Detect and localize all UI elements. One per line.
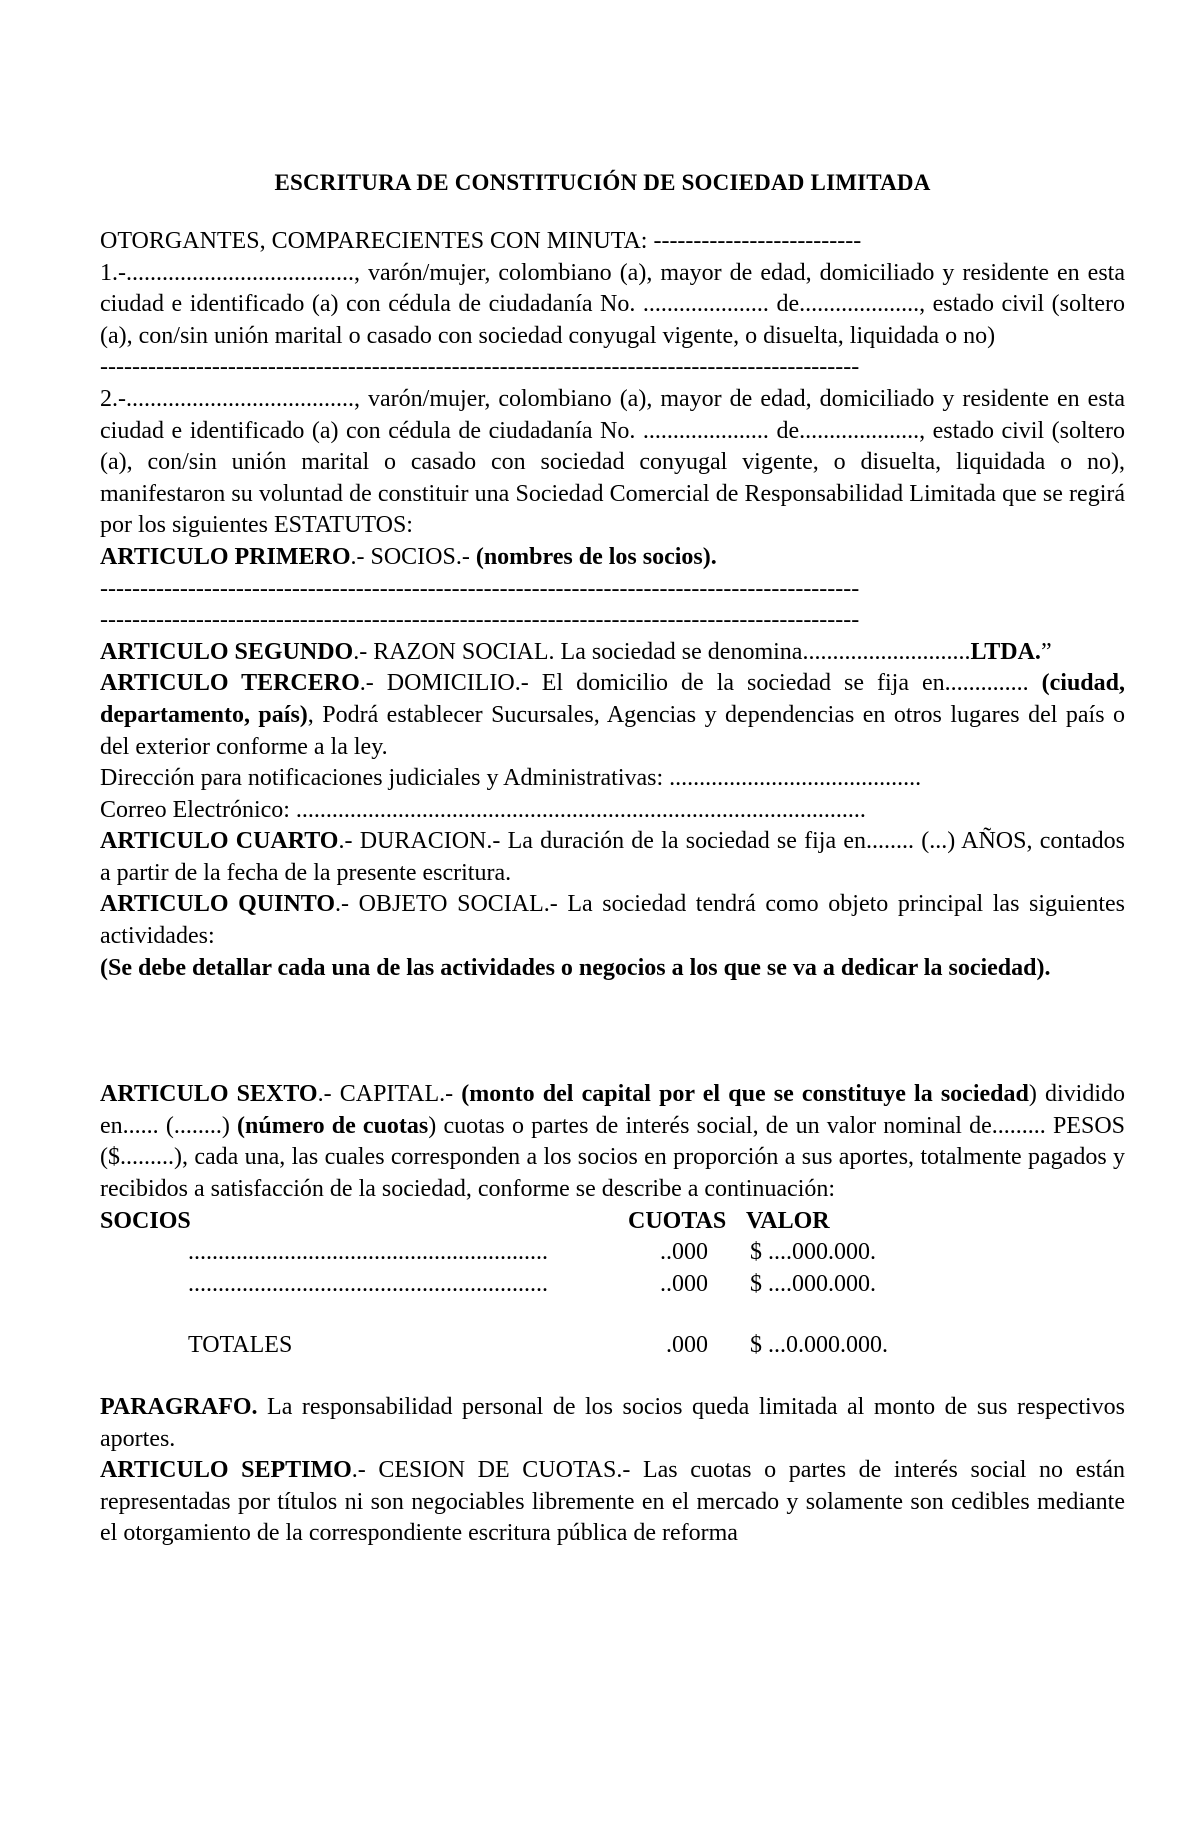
articulo-quinto-label: ARTICULO QUINTO	[100, 891, 336, 918]
articulo-septimo-label: ARTICULO SEPTIMO	[100, 1457, 352, 1484]
header-valor: VALOR	[746, 1207, 830, 1234]
row-cuotas: ..000	[660, 1270, 708, 1297]
totals-valor: $ ...0.000.000.	[750, 1332, 888, 1359]
row-socio: ............................................................	[188, 1270, 548, 1297]
correo-line: Correo Electrónico: ...............................................................................................	[100, 796, 866, 823]
articulo-tercero-label: ARTICULO TERCERO	[100, 670, 360, 697]
articulo-sexto-bold-1: (monto del capital por el que se constituye la sociedad	[461, 1081, 1029, 1108]
totals-cuotas: .000	[666, 1332, 708, 1359]
otorgantes-line: OTORGANTES, COMPARECIENTES CON MINUTA: --------------------------	[100, 228, 862, 254]
articulo-tercero	[100, 668, 1125, 763]
articulo-sexto-text-1: .- CAPITAL.-	[317, 1081, 462, 1108]
row-cuotas: ..000	[660, 1239, 708, 1266]
articulo-quinto-bold: (Se debe detallar cada una de las actividades o negocios a los que se va a dedicar la sociedad).	[100, 954, 1051, 981]
blank-space	[100, 1362, 1125, 1392]
articulo-sexto-text-3: ) cuotas o partes de interés social, de un valor nominal de......... PESOS ($.........), cada una, las cuales corresponden a los socios en proporción a sus aportes, totalmente pagados y recibidos a satisfacción de la sociedad, conforme se describe a continuación:	[100, 1112, 1125, 1203]
articulo-segundo-bold: LTDA.	[970, 638, 1041, 665]
document-title: ESCRITURA DE CONSTITUCIÓN DE SOCIEDAD LIMITADA	[274, 170, 931, 195]
table-row	[100, 1269, 1125, 1301]
paragrafo-label: PARAGRAFO.	[100, 1394, 258, 1420]
document-body	[100, 226, 1125, 1550]
row-socio: ............................................................	[188, 1239, 548, 1266]
blank-space	[100, 1300, 1125, 1330]
table-totals-row	[100, 1330, 1125, 1362]
articulo-primero-bold: (nombres de los socios).	[475, 543, 717, 570]
articulo-primero-label: ARTICULO PRIMERO	[100, 543, 351, 570]
header-cuotas: CUOTAS	[628, 1207, 727, 1234]
compareciente-1: 1.-......................................, varón/mujer, colombiano (a), mayor de edad, domiciliado y residente en esta ciudad e identificado (a) con cédula de ciudadanía No. ..................... de...................., estado civil (soltero (a), con/sin unión marital o casado con sociedad conyugal vigente, o disuelta, liquidada o no)	[100, 259, 1125, 349]
articulo-sexto-label: ARTICULO SEXTO	[100, 1081, 318, 1108]
articulo-segundo-end: ”	[1040, 638, 1052, 665]
articulo-tercero-bold: (ciudad, departamento, país)	[100, 670, 1125, 728]
paragrafo	[100, 1392, 1125, 1455]
blank-space	[100, 984, 1125, 1079]
direccion-line: Dirección para notificaciones judiciales y Administrativas: ..........................................	[100, 765, 922, 792]
compareciente-2: 2.-......................................, varón/mujer, colombiano (a), mayor de edad, domiciliado y residente en esta ciudad e identificado (a) con cédula de ciudadanía No. ..................... de...................., estado civil (soltero (a), con/sin unión marital o casado con sociedad conyugal vigente, o disuelta, liquidada o no), manifestaron su voluntad de constituir una Sociedad Comercial de Responsabilidad Limitada que se regirá por los siguientes ESTATUTOS:	[100, 385, 1125, 539]
articulo-septimo	[100, 1455, 1125, 1550]
row-valor: $ ....000.000.	[750, 1270, 876, 1297]
articulo-quinto-text: .- OBJETO SOCIAL.- La sociedad tendrá como objeto principal las siguientes actividades:	[100, 891, 1125, 950]
articulo-cuarto-label: ARTICULO CUARTO	[100, 828, 339, 855]
articulo-cuarto-text: .- DURACION.- La duración de la sociedad se fija en........ (...) AÑOS, contados a partir de la fecha de la presente escritura.	[100, 828, 1126, 886]
articulo-septimo-text: .- CESION DE CUOTAS.- Las cuotas o partes de interés social no están representadas por títulos ni son negociables libremente en el mercado y solamente son cedibles mediante el otorgamiento de la correspondiente escritura pública de reforma	[100, 1457, 1125, 1547]
totals-label: TOTALES	[188, 1332, 293, 1359]
articulo-quinto	[100, 889, 1125, 952]
articulo-segundo	[100, 637, 1125, 669]
articulo-sexto	[100, 1079, 1125, 1205]
capital-table-header	[100, 1206, 1125, 1238]
separator-line: -----------------------------------------------------------------------------------------------	[100, 607, 860, 634]
header-socios: SOCIOS	[100, 1207, 191, 1234]
articulo-sexto-text-2: ) dividido en...... (........)	[100, 1081, 1126, 1139]
articulo-tercero-end: , Podrá establecer Sucursales, Agencias y dependencias en otros lugares del país o del exterior conforme a la ley.	[100, 701, 1125, 760]
articulo-primero	[100, 542, 1125, 574]
articulo-primero-text: .- SOCIOS.-	[350, 543, 476, 570]
paragrafo-text: La responsabilidad personal de los socios queda limitada al monto de sus respectivos aportes.	[100, 1394, 1125, 1452]
articulo-segundo-text: .- RAZON SOCIAL. La sociedad se denomina............................	[353, 638, 971, 665]
separator-line: -----------------------------------------------------------------------------------------------	[100, 575, 860, 602]
articulo-tercero-text: .- DOMICILIO.- El domicilio de la sociedad se fija en..............	[359, 670, 1042, 697]
table-row	[100, 1237, 1125, 1269]
articulo-segundo-label: ARTICULO SEGUNDO	[100, 638, 354, 665]
articulo-sexto-bold-2: (número de cuotas	[237, 1112, 429, 1139]
row-valor: $ ....000.000.	[750, 1239, 876, 1266]
articulo-cuarto	[100, 826, 1125, 889]
separator-line: -----------------------------------------------------------------------------------------------	[100, 354, 860, 381]
